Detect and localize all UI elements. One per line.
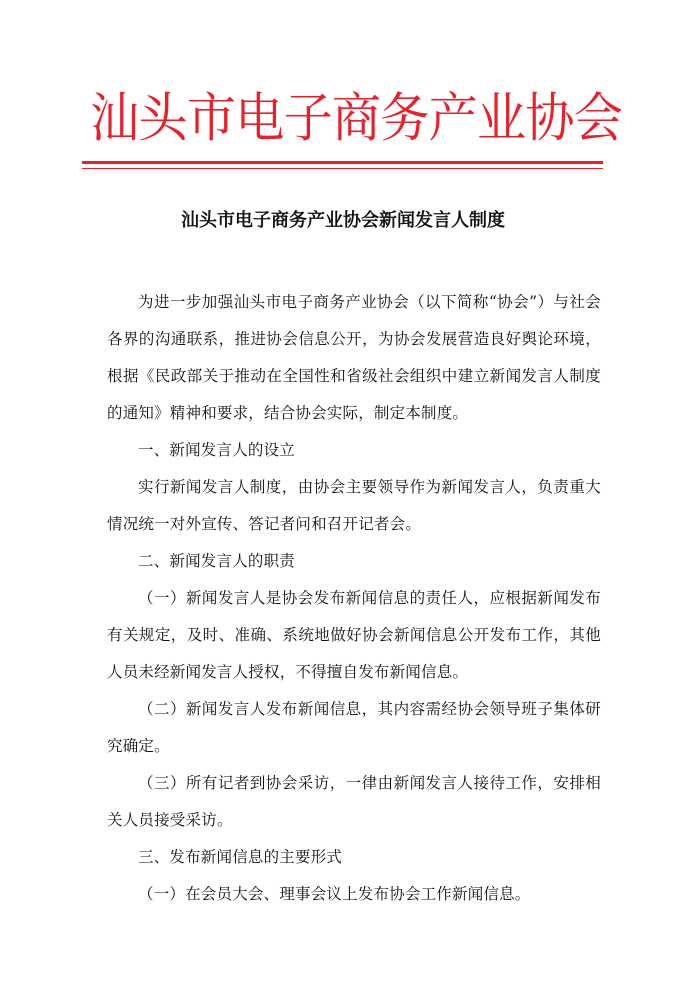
section-heading-1: 一、新闻发言人的设立 [138,441,296,459]
letterhead-rule-thin [82,168,603,169]
paragraph-duty-3: （三）所有记者到协会采访，一律由新闻发言人接待工作，安排相关人员接受采访。 [107,774,601,829]
paragraph-form-1: （一）在会员大会、理事会议上发布协会工作新闻信息。 [138,885,531,903]
document-body [107,284,601,913]
section-heading-3: 三、发布新闻信息的主要形式 [138,848,343,866]
paragraph-duty-2: （二）新闻发言人发布新闻信息，其内容需经协会领导班子集体研究确定。 [107,700,601,755]
document-title: 汕头市电子商务产业协会新闻发言人制度 [181,210,505,231]
paragraph-intro: 为进一步加强汕头市电子商务产业协会（以下简称“协会”）与社会各界的沟通联系，推进协会信息公开，为协会发展营造良好舆论环境，根据《民政部关于推动在全国性和省级社会组织中建立新闻发言人制度的通知》精神和要求，结合协会实际，制定本制度。 [107,293,601,422]
section-heading-2: 二、新闻发言人的职责 [138,552,296,570]
letterhead-rule-thick [82,161,603,164]
letterhead-title: 汕头市电子商务产业协会 [90,88,622,149]
paragraph-duty-1: （一）新闻发言人是协会发布新闻信息的责任人，应根据新闻发布有关规定，及时、准确、系统地做好协会新闻信息公开发布工作，其他人员未经新闻发言人授权，不得擅自发布新闻信息。 [107,589,601,681]
paragraph-section-1: 实行新闻发言人制度，由协会主要领导作为新闻发言人，负责重大情况统一对外宣传、答记者问和召开记者会。 [107,478,601,533]
